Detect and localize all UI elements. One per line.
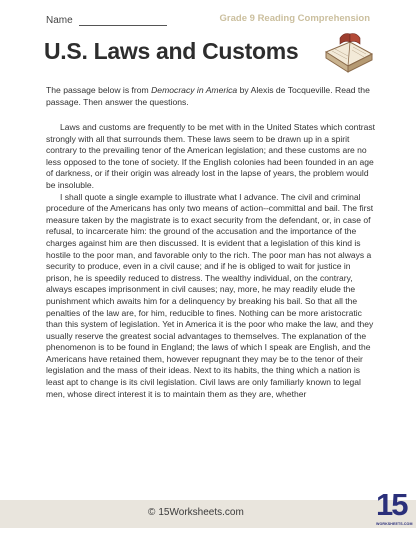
name-row (46, 14, 167, 26)
name-input-line[interactable] (79, 14, 167, 26)
intro-part2: by Alexis de Tocqueville. Read the passage. Then answer the questions. (46, 85, 370, 107)
passage-paragraph-2: I shall quote a single example to illustrate what I advance. The civil and criminal procedure of the Americans has only two means of action--committal and bail. The first measure taken by the magistrate is to exact security from the defendant, or, in case of refusal, to incarcerate him: the ground of the accusation and the importance of the charges against him are then discussed. It is evident that a legislation of this kind is hostile to the poor man, and favorable only to the rich. The poor man has not always a security to produce, even in a civil cause; and if he is obliged to wait for justice in prison, he is speedily reduced to distress. The wealthy individual, on the contrary, always escapes imprisonment in civil causes; nay, more, he may readily elude the punishment which awaits him for a delinquency by breaking his bail. So that all the penalties of the law are, for him, reducible to fines. Nothing can be more aristocratic than this system of legislation. Yet in America it is the poor who make the law, and they usually reserve the greatest social advantages to themselves. The explanation of the phenomenon is to be found in England; the laws of which I speak are English, and the Americans have retained them, however repugnant they may be to the tenor of their legislation and the mass of their ideas. Next to its habits, the thing which a nation is least apt to change is its civil legislation. Civil laws are only familiarly known to legal men, whose direct interest it is to maintain them as they are, whether (46, 191, 374, 399)
grade-label: Grade 9 Reading Comprehension (219, 13, 370, 24)
copyright-icon: © (148, 507, 156, 518)
intro-part1: The passage below is from (46, 85, 152, 95)
reading-passage (46, 122, 376, 400)
open-book-icon (320, 30, 376, 80)
page-title: U.S. Laws and Customs (44, 38, 299, 64)
name-label: Name (46, 15, 73, 26)
logo-wordmark: WORKSHEETS.COM (376, 522, 413, 526)
passage-paragraph-1: Laws and customs are frequently to be met with in the United States which contrast strongly with all that surrounds them. These laws seem to be drawn up in a spirit contrary to the prevailing tenor of the American legislation; and these customs are no less opposed to the tone of society. If the English colonies had been founded in an age of darkness, or if their origin was already lost in the lapse of years, the problem would be insoluble. (46, 122, 375, 190)
site-logo (376, 487, 413, 531)
footer-credit (148, 507, 244, 518)
intro-text (46, 84, 376, 108)
intro-book-title: Democracy in America (151, 85, 238, 95)
footer-site[interactable]: 15Worksheets.com (158, 507, 244, 518)
logo-number: 15 (376, 487, 407, 522)
